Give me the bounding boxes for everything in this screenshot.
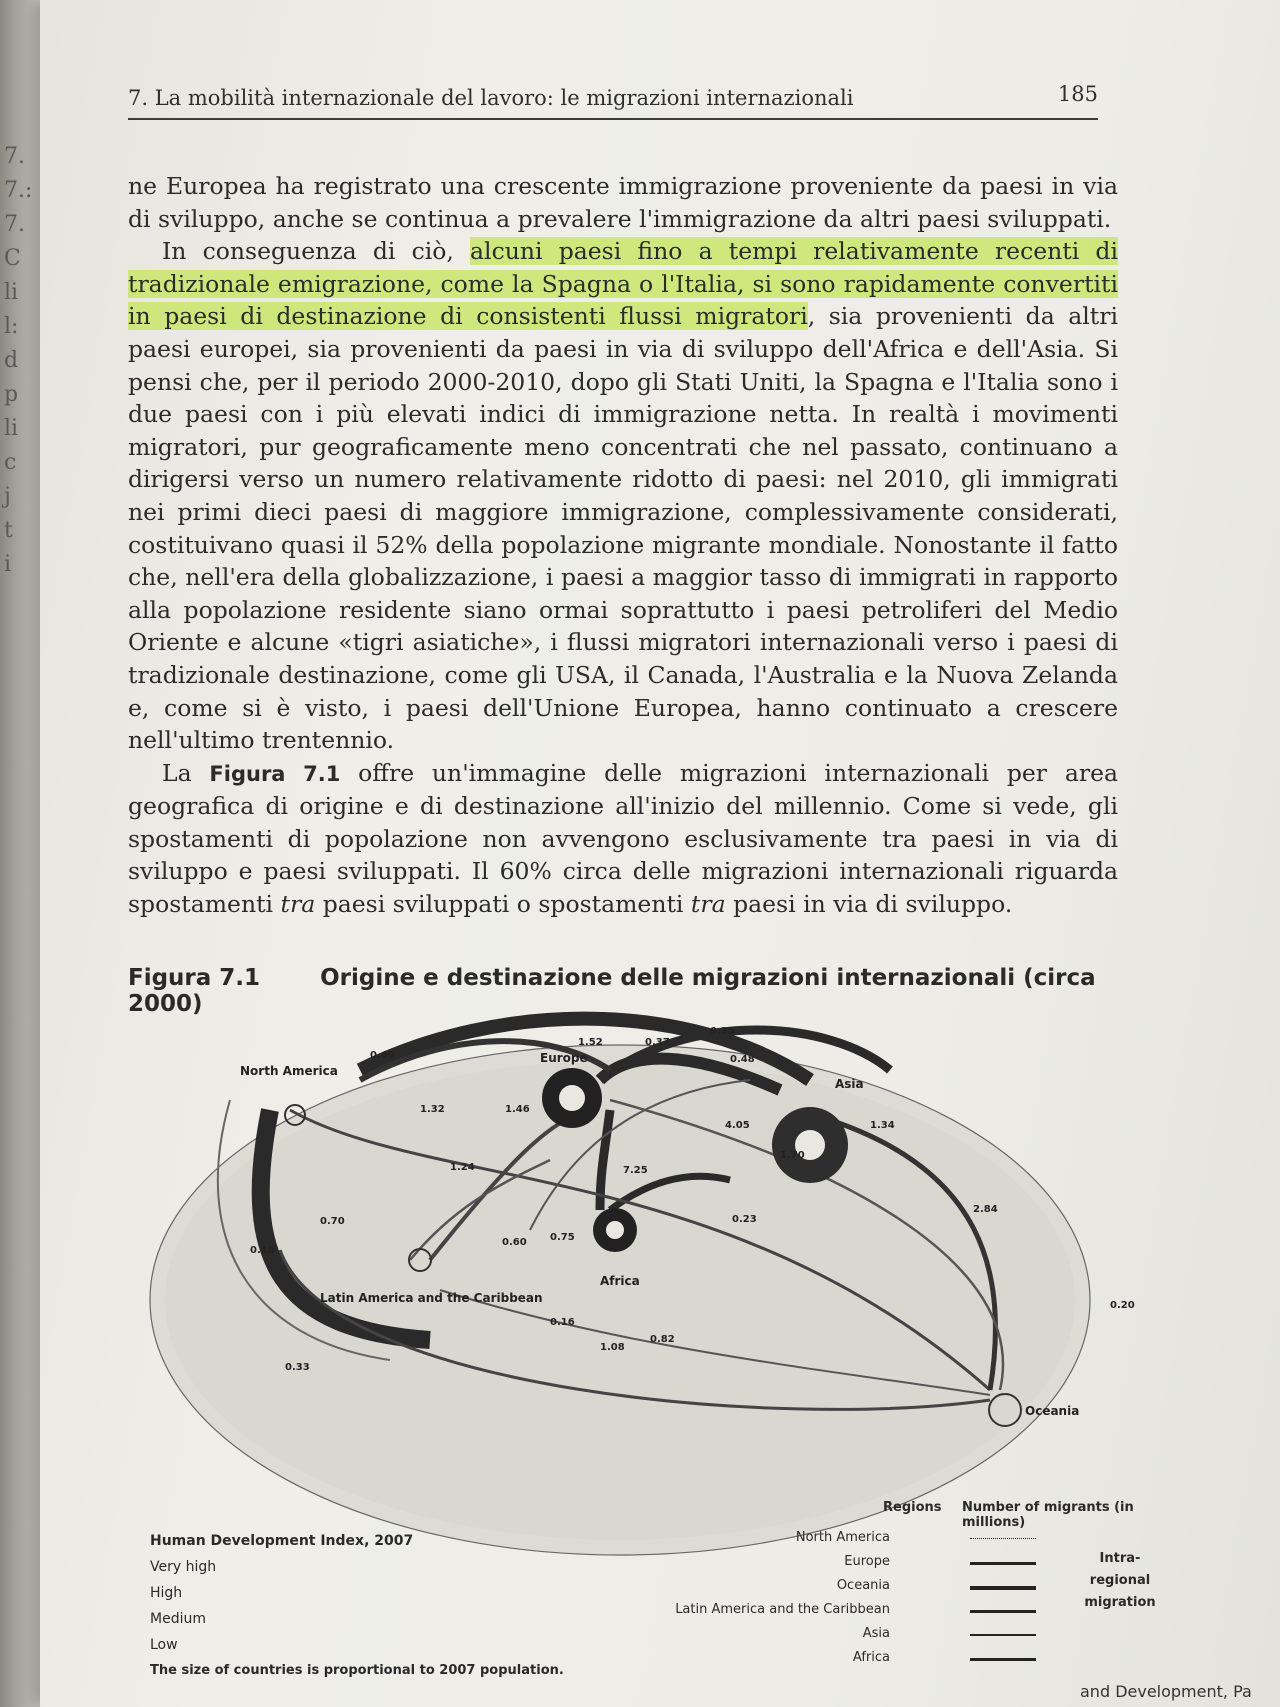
flow-value-label: 0.18 <box>250 1245 275 1256</box>
chapter-title: 7. La mobilità internazionale del lavoro: le migrazioni internazionali <box>128 86 854 110</box>
paragraph-1: ne Europea ha registrato una crescente immigrazione proveniente da paesi in via di sviluppo, anche se continua a prevalere l'immigrazione da altri paesi sviluppati. <box>128 172 1118 233</box>
legend-row-africa: Africa <box>700 1650 1160 1672</box>
figure-reference: Figura 7.1 <box>209 761 341 786</box>
flow-value-label: 2.84 <box>973 1204 998 1215</box>
flow-value-label: 1.34 <box>870 1120 895 1131</box>
running-header <box>128 82 1098 120</box>
hdi-legend-note: The size of countries is proportional to 2007 population. <box>150 1663 564 1678</box>
hdi-level: Very high <box>150 1559 217 1575</box>
paragraph-3: La Figura 7.1 offre un'immagine delle migrazioni internazionali per area geografica di origine e di destinazione all'inizio del millennio. Come si vede, gli spostamenti di popolazione non avvengono esclusivamente tra paesi in via di sviluppo e paesi sviluppati. Il 60% circa delle migrazioni internazionali riguarda spostamenti tra paesi sviluppati o spostamenti tra paesi in via di sviluppo. <box>128 758 1118 919</box>
legend-row-latin-america: Latin America and the Caribbean <box>700 1602 1160 1624</box>
region-label-europe: Europe <box>540 1051 588 1065</box>
hdi-level: Medium <box>150 1611 206 1627</box>
flow-value-label: 0.33 <box>285 1362 310 1373</box>
hdi-legend-title: Human Development Index, 2007 <box>150 1533 414 1549</box>
intra-regional-migration-label: Intra- regional migration <box>1084 1551 1156 1610</box>
legend-row-oceania: Oceania <box>700 1578 1160 1600</box>
flow-value-label: 1.70 <box>780 1150 805 1161</box>
figure-number: Figura 7.1 <box>128 965 261 991</box>
flow-value-label: 0.70 <box>320 1216 345 1227</box>
flow-value-label: 0.48 <box>730 1054 755 1065</box>
flow-value-label: 1.46 <box>505 1104 530 1115</box>
flow-value-label: 1.52 <box>578 1037 603 1048</box>
flow-value-label: 0.75 <box>550 1232 575 1243</box>
region-label-latin-america: Latin America and the Caribbean <box>320 1291 543 1305</box>
region-label-oceania: Oceania <box>1025 1404 1080 1418</box>
flow-value-label: 0.37 <box>645 1037 670 1048</box>
hdi-legend <box>150 1528 610 1684</box>
regions-legend-header: Regions <box>883 1500 942 1515</box>
cut-off-source-text: and Development, Pa <box>1080 1682 1252 1701</box>
flow-value-label: 1.08 <box>600 1342 625 1353</box>
flow-value-label: 7.25 <box>623 1165 648 1176</box>
flow-value-label: 4.05 <box>725 1120 750 1131</box>
hdi-level: High <box>150 1585 183 1601</box>
body-text <box>128 170 1118 921</box>
legend-row-europe: Europe <box>700 1554 1160 1576</box>
migrants-legend-header: Number of migrants (in millions) <box>962 1500 1134 1530</box>
legend-row-north-america: North America <box>700 1530 1160 1552</box>
facing-page-fragments: 7. 7.: 7. C li l: d p li c j t i <box>4 144 33 577</box>
flow-value-label: 1.32 <box>420 1104 445 1115</box>
flow-value-label: 0.16 <box>550 1317 575 1328</box>
flow-value-label: 0.82 <box>650 1334 675 1345</box>
flow-value-label: 0.60 <box>502 1237 527 1248</box>
region-label-africa: Africa <box>600 1274 640 1288</box>
figure-title: Origine e destinazione delle migrazioni internazionali (circa 2000) <box>128 965 1096 1017</box>
highlighted-text: alcuni paesi fino a tempi relativamente recenti di tradizionale emigrazione, come la Spagna o l'Italia, si sono rapidamente convertiti in paesi di destinazione di consistenti flussi migratori <box>128 237 1118 331</box>
region-label-asia: Asia <box>835 1077 864 1091</box>
page-number: 185 <box>1057 82 1098 106</box>
paragraph-2: In conseguenza di ciò, alcuni paesi fino a tempi relativamente recenti di tradizionale emigrazione, come la Spagna o l'Italia, si sono rapidamente convertiti in paesi di destinazione di consistenti flussi migratori, sia provenienti da altri paesi europei, sia provenienti da paesi in via di sviluppo dell'Africa e dell'Asia. Si pensi che, per il periodo 2000-2010, dopo gli Stati Uniti, la Spagna e l'Italia sono i due paesi con i più elevati indici di immigrazione netta. In realtà i movimenti migratori, pur geograficamente meno concentrati che nel passato, continuano a dirigersi verso un numero relativamente ridotto di paesi: nel 2010, gli immigrati nei primi dieci paesi di maggiore immigrazione, complessivamente considerati, costituivano quasi il 52% della popolazione migrante mondiale. Nonostante il fatto che, nell'era della globalizzazione, i paesi a maggior tasso di immigrati in rapporto alla popolazione residente siano ormai soprattutto i paesi petroliferi del Medio Oriente e alcune «tigri asiatiche», i flussi migratori internazionali verso i paesi di tradizionale destinazione, come gli USA, il Canada, l'Australia e la Nuova Zelanda e, come si è visto, i paesi dell'Unione Europea, hanno continuato a crescere nell'ultimo trentennio. <box>128 237 1118 755</box>
flow-value-label: 0.20 <box>1110 1300 1135 1311</box>
flow-value-label: 0.40 <box>370 1050 395 1061</box>
region-label-north-america: North America <box>240 1064 338 1078</box>
hdi-level: Low <box>150 1637 178 1653</box>
flow-value-label: 0.23 <box>732 1214 757 1225</box>
flow-value-label: 1.24 <box>450 1162 475 1173</box>
legend-row-asia: Asia <box>700 1626 1160 1648</box>
flow-value-label: 0.35 <box>710 1026 735 1037</box>
